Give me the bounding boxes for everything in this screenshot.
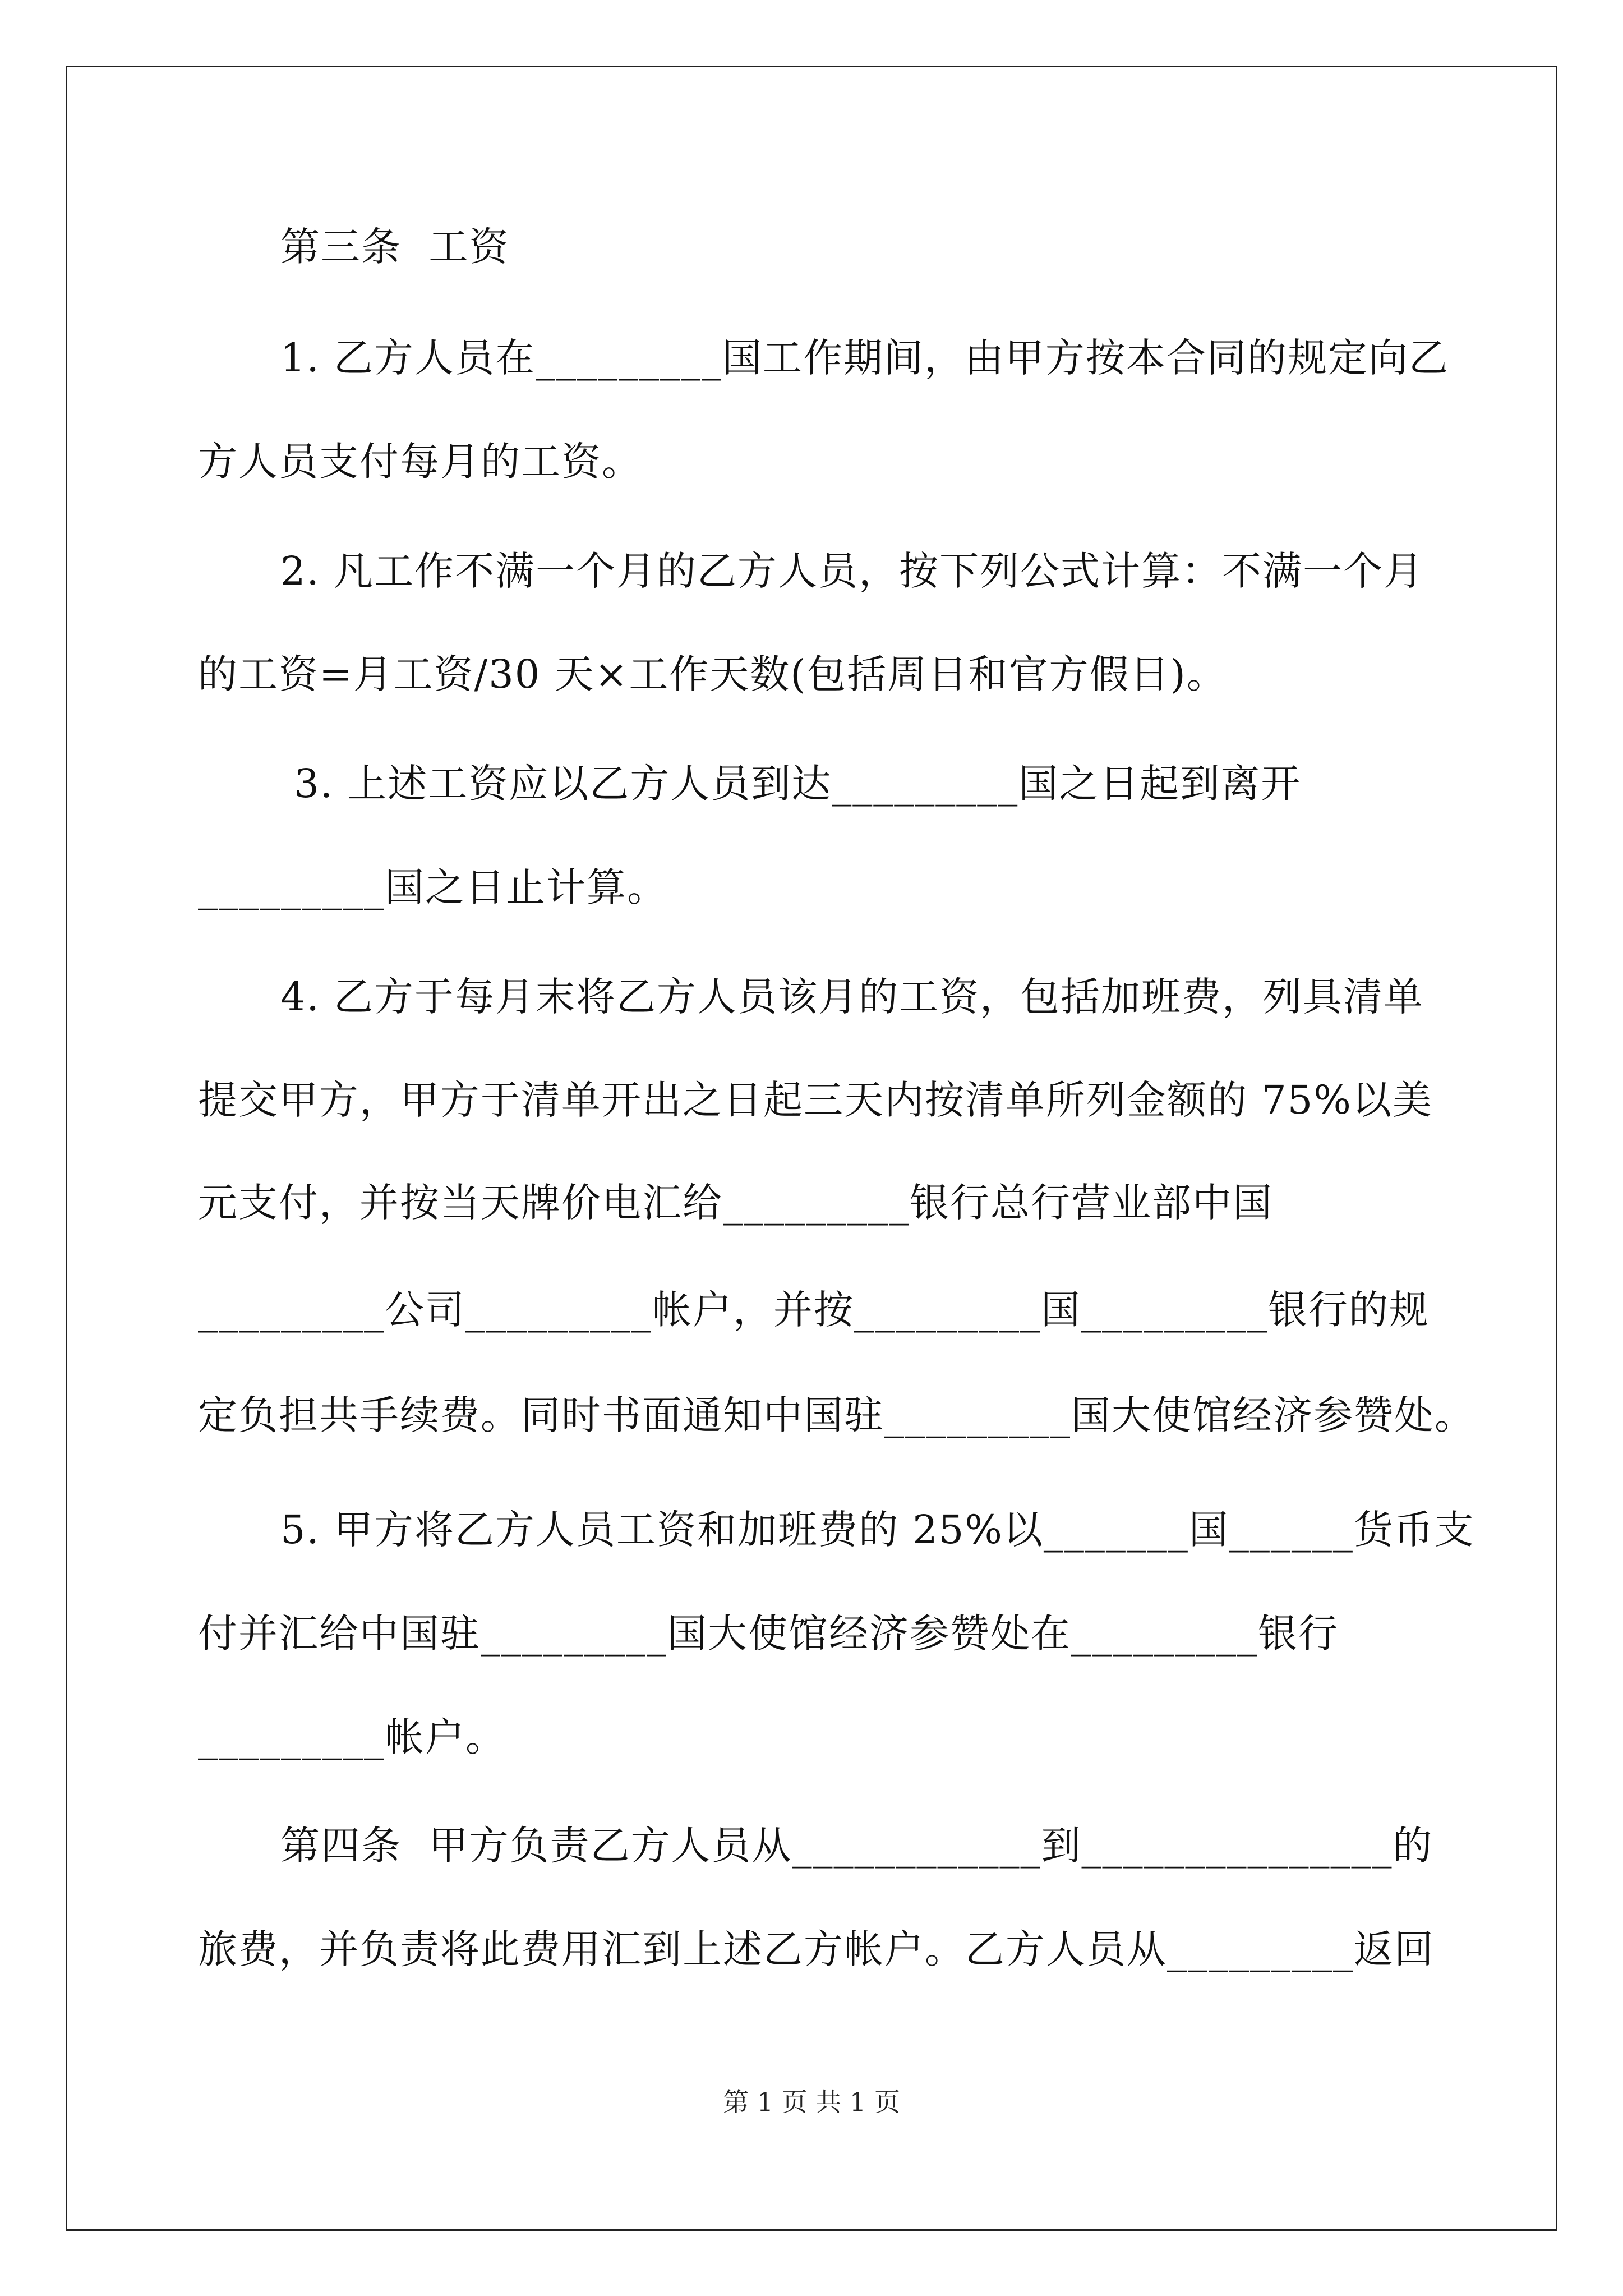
clause-2-line-2: 的工资=月工资/30 天×工作天数(包括周日和官方假日)。: [198, 651, 1227, 697]
clause-3-line-1: 3. 上述工资应以乙方人员到达_________国之日起到离开: [280, 761, 1302, 807]
clause-5-line-3: _________帐户。: [198, 1714, 506, 1760]
clause-5-line-1: 5. 甲方将乙方人员工资和加班费的 25%以_______国______货币支: [280, 1507, 1475, 1553]
page-border: [66, 66, 1557, 2231]
article-3-heading: 第三条 工资: [280, 224, 510, 270]
clause-3-line-2: _________国之日止计算。: [198, 864, 667, 910]
clause-4-line-5: 定负担共手续费。同时书面通知中国驻_________国大使馆经济参赞处。: [198, 1392, 1475, 1438]
article-4-line-1: 第四条 甲方负责乙方人员从____________到_______________的: [280, 1823, 1433, 1869]
clause-4-line-2: 提交甲方，甲方于清单开出之日起三天内按清单所列金额的 75%以美: [198, 1077, 1433, 1123]
article-4-line-2: 旅费，并负责将此费用汇到上述乙方帐户。乙方人员从_________返回: [198, 1926, 1435, 1972]
clause-5-line-2: 付并汇给中国驻_________国大使馆经济参赞处在_________银行: [198, 1611, 1339, 1657]
page-number-footer: 第 1 页 共 1 页: [723, 2087, 900, 2117]
clause-4-line-4: _________公司_________帐户，并按_________国_________银行的规: [198, 1287, 1430, 1333]
clause-4-line-1: 4. 乙方于每月末将乙方人员该月的工资，包括加班费，列具清单: [280, 974, 1424, 1020]
clause-4-line-3: 元支付，并按当天牌价电汇给_________银行总行营业部中国: [198, 1180, 1273, 1226]
clause-2-line-1: 2. 凡工作不满一个月的乙方人员，按下列公式计算：不满一个月: [280, 548, 1424, 594]
clause-1-line-2: 方人员支付每月的工资。: [198, 439, 642, 485]
clause-1-line-1: 1. 乙方人员在_________国工作期间，由甲方按本合同的规定向乙: [280, 335, 1450, 381]
